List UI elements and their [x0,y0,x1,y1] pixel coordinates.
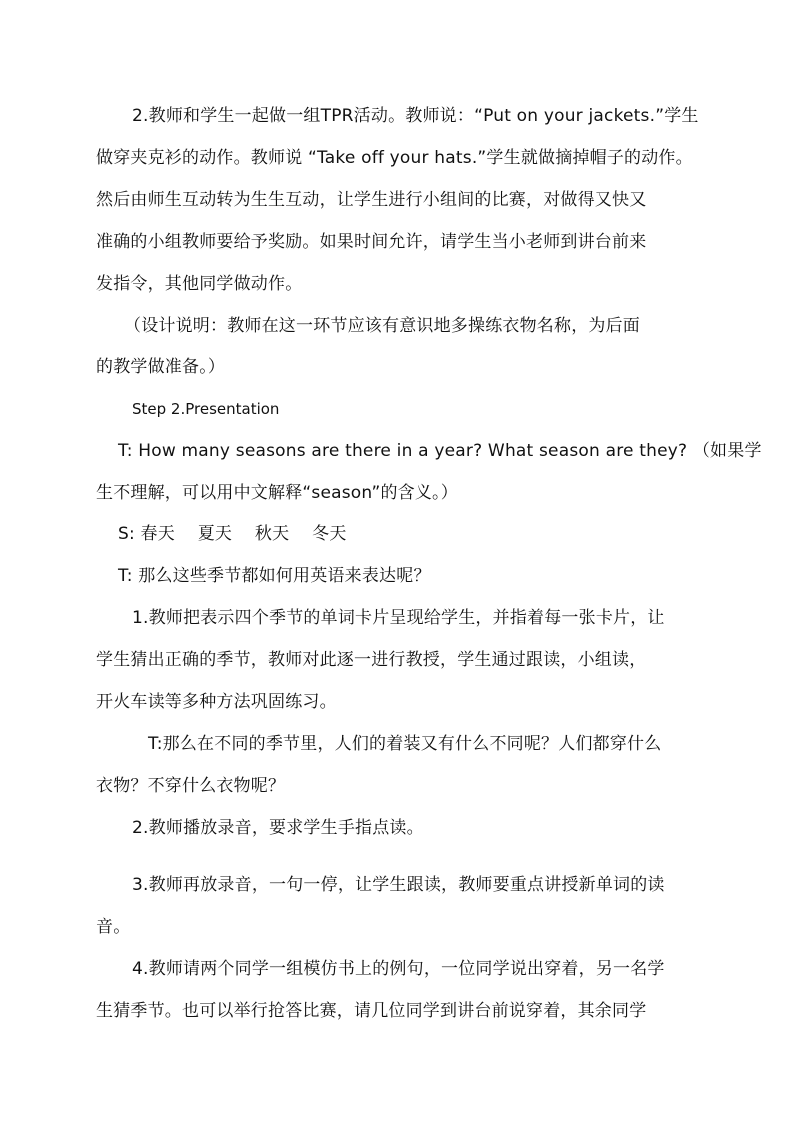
teacher-question-line-2: 生不理解，可以用中文解释“season”的含义。） [96,483,458,503]
pair-practice-line-1: 4.教师请两个同学一组模仿书上的例句，一位同学说出穿着，另一名学 [132,959,665,979]
recording-step-3-line-1: 3.教师再放录音，一句一停，让学生跟读，教师要重点讲授新单词的读 [132,875,665,895]
paragraph-tpr-activity-line-1: 2.教师和学生一起做一组TPR活动。教师说：“Put on your jackets.”学生 [132,106,699,126]
student-answer-line: S: 春天 夏天 秋天 冬天 [118,524,347,544]
teacher-follow-up-line: T: 那么这些季节都如何用英语来表达呢？ [118,566,431,586]
paragraph-tpr-activity-line-5: 发指令，其他同学做动作。 [96,274,303,294]
design-note-line-2: 的教学做准备。） [96,357,226,377]
recording-step-2: 2.教师播放录音，要求学生手指点读。 [132,818,424,838]
clothing-question-line-2: 衣物？不穿什么衣物呢？ [96,776,286,796]
season-cards-line-3: 开火车读等多种方法巩固练习。 [96,692,337,712]
paragraph-tpr-activity-line-2: 做穿夹克衫的动作。教师说 “Take off your hats.”学生就做摘掉帽子的动作。 [96,148,693,168]
pair-practice-line-2: 生猜季节。也可以举行抢答比赛，请几位同学到讲台前说穿着，其余同学 [96,1001,647,1021]
clothing-question-line-1: T:那么在不同的季节里，人们的着装又有什么不同呢？人们都穿什么 [148,734,662,754]
recording-step-3-line-2: 音。 [96,917,131,937]
step-heading: Step 2.Presentation [132,400,280,418]
paragraph-tpr-activity-line-4: 准确的小组教师要给予奖励。如果时间允许，请学生当小老师到讲台前来 [96,232,647,252]
season-cards-line-1: 1.教师把表示四个季节的单词卡片呈现给学生，并指着每一张卡片，让 [132,608,665,628]
paragraph-tpr-activity-line-3: 然后由师生互动转为生生互动，让学生进行小组间的比赛，对做得又快又 [96,190,647,210]
season-cards-line-2: 学生猜出正确的季节，教师对此逐一进行教授，学生通过跟读，小组读， [96,650,647,670]
design-note-line-1: （设计说明：教师在这一环节应该有意识地多操练衣物名称，为后面 [124,316,640,336]
teacher-question-line-1: T: How many seasons are there in a year? What season are they? （如果学 [118,441,762,461]
